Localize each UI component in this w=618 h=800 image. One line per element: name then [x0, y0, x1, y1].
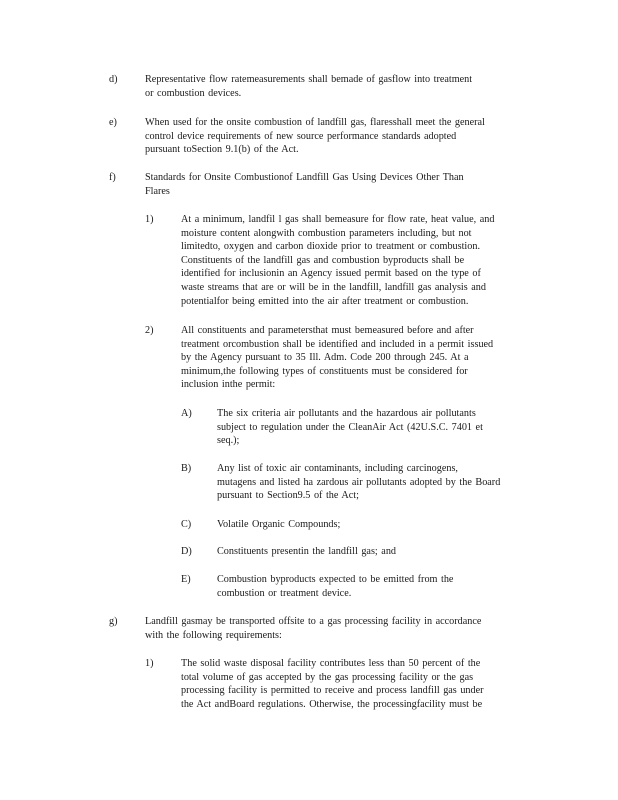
item-text [145, 116, 525, 157]
text-line: the Act andBoard regulations. Otherwise, the processingfacility must be [181, 698, 483, 710]
text-line: The solid waste disposal facility contributes less than 50 percent of the [181, 658, 481, 669]
text-line: The six criteria air pollutants and the hazardous air pollutants [217, 408, 476, 419]
text-line: potentialfor being emitted into the air after treatment or combustion. [181, 295, 469, 307]
item-label: D) [181, 546, 192, 557]
text-line: All constituents and parametersthat must bemeasured before and after [181, 325, 474, 336]
item-text [145, 73, 515, 100]
text-line: pursuant toSection 9.1(b) of the Act. [145, 144, 299, 156]
text-line: Landfill gasmay be transported offsite to a gas processing facility in accordance [145, 616, 482, 627]
text-line: At a minimum, landfil l gas shall bemeasure for flow rate, heat value, and [181, 214, 495, 225]
item-label: g) [109, 616, 118, 627]
item-text [217, 518, 517, 532]
text-line: inclusion inthe permit: [181, 379, 276, 391]
item-label: A) [181, 408, 192, 419]
item-text [181, 657, 533, 711]
item-label: 1) [145, 658, 154, 669]
item-label: 2) [145, 325, 154, 336]
text-line: total volume of gas accepted by the gas processing facility or the gas [181, 671, 474, 683]
text-line: processing facility is permitted to receive and process landfill gas under [181, 685, 484, 697]
text-line: Constituents of the landfill gas and combustion byproducts shall be [181, 254, 465, 266]
text-line: or combustion devices. [145, 87, 242, 99]
text-line: treatment orcombustion shall be identified and included in a permit issued [181, 338, 494, 350]
text-line: Constituents presentin the landfill gas; and [217, 546, 397, 557]
text-line: subject to regulation under the CleanAir Act (42U.S.C. 7401 et [217, 421, 483, 433]
text-line: mutagens and listed ha zardous air pollutants adopted by the Board [217, 476, 501, 488]
item-label: B) [181, 463, 192, 474]
text-line: Any list of toxic air contaminants, including carcinogens, [217, 463, 458, 474]
text-line: Representative flow ratemeasurements shall bemade of gasflow into treatment [145, 74, 473, 85]
item-text [181, 324, 536, 392]
text-line: Volatile Organic Compounds; [217, 519, 341, 530]
text-line: Combustion byproducts expected to be emitted from the [217, 574, 454, 585]
item-text [217, 545, 517, 559]
item-text [145, 615, 525, 642]
item-text [181, 213, 531, 308]
item-label: 1) [145, 214, 154, 225]
text-line: pursuant to Section9.5 of the Act; [217, 490, 359, 502]
item-label: E) [181, 574, 191, 585]
item-text [217, 462, 535, 503]
text-line: waste streams that are or will be in the landfill, landfill gas analysis and [181, 281, 486, 293]
item-label: d) [109, 74, 118, 85]
text-line: identified for inclusionin an Agency issued permit based on the type of [181, 268, 481, 280]
text-line: When used for the onsite combustion of landfill gas, flaresshall meet the general [145, 117, 485, 128]
item-text [145, 171, 510, 198]
text-line: by the Agency pursuant to 35 Ill. Adm. Code 200 through 245. At a [181, 352, 469, 364]
text-line: control device requirements of new source performance standards adopted [145, 130, 457, 142]
item-text [217, 573, 517, 600]
text-line: with the following requirements: [145, 629, 282, 641]
item-label: C) [181, 519, 192, 530]
text-line: Flares [145, 185, 170, 197]
text-line: minimum,the following types of constituents must be considered for [181, 365, 468, 377]
item-label: e) [109, 117, 117, 128]
text-line: combustion or treatment device. [217, 587, 352, 599]
item-text [217, 407, 527, 448]
text-line: seq.); [217, 435, 240, 447]
text-line: Standards for Onsite Combustionof Landfill Gas Using Devices Other Than [145, 172, 464, 183]
text-line: limitedto, oxygen and carbon dioxide prior to treatment or combustion. [181, 241, 480, 253]
text-line: moisture content alongwith combustion parameters including, but not [181, 227, 472, 239]
item-label: f) [109, 172, 116, 183]
